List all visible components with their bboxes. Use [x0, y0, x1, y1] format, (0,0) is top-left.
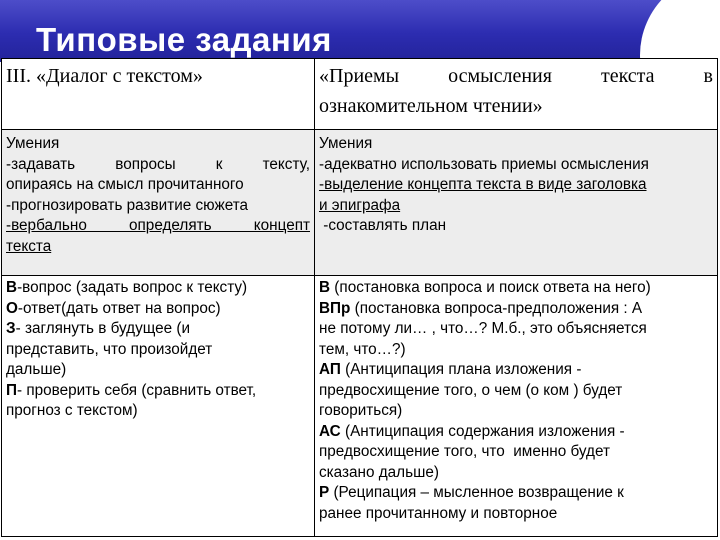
right-skills-line: -выделение концепта текста в виде заголовка	[319, 176, 647, 193]
technique-text: представить, что произойдет	[6, 340, 213, 358]
right-skills-line: -составлять план	[319, 217, 447, 234]
technique-text: (Антиципация содержания изложения -	[340, 422, 625, 440]
technique-text: -вопрос (задать вопрос к тексту)	[17, 279, 248, 296]
technique-line	[319, 422, 713, 443]
skills-row	[2, 130, 718, 276]
technique-key: Р	[319, 484, 330, 501]
technique-text: говориться)	[319, 402, 403, 419]
technique-text: дальше)	[6, 361, 67, 378]
page-title: Типовые задания	[36, 21, 332, 58]
technique-key: В	[6, 279, 18, 296]
tasks-table	[1, 58, 718, 537]
techniques-row	[2, 276, 718, 537]
technique-key: ВПр	[319, 299, 351, 317]
right-skills-line: -адекватно использовать приемы осмысления	[319, 155, 649, 173]
technique-line	[319, 360, 713, 381]
right-skills-cell	[315, 130, 718, 276]
banner-curve	[640, 0, 720, 62]
left-header: III. «Диалог с текстом»	[6, 65, 203, 87]
right-skills-line: и эпиграфа	[319, 196, 401, 214]
technique-text: (Антиципация плана изложения -	[340, 361, 582, 378]
technique-text: предвосхищение того, о чем (о ком ) будет	[319, 381, 623, 399]
technique-text: (постановка вопроса и поиск ответа на него)	[330, 279, 651, 296]
left-skills-line: опираясь на смысл прочитанного	[6, 176, 244, 193]
right-skills-heading: Умения	[319, 135, 373, 152]
technique-key: П	[6, 381, 17, 399]
technique-key: АС	[319, 422, 341, 440]
left-skills-line: -прогнозировать развитие сюжета	[6, 196, 249, 214]
technique-text: тем, что…?)	[319, 340, 406, 358]
left-skills-cell	[2, 130, 315, 276]
technique-text: прогноз с текстом)	[6, 402, 138, 419]
technique-text: (Реципация – мысленное возвращение к	[329, 484, 624, 501]
technique-text: не потому ли… , что…? М.б., это объясняется	[319, 320, 647, 337]
technique-line	[6, 278, 310, 299]
right-header-line1: «Приемы осмысления текста в	[319, 65, 713, 87]
left-skills-line: -задавать вопросы к тексту,	[6, 155, 310, 173]
technique-key: В	[319, 279, 331, 296]
technique-text: предвосхищение того, что именно будет	[319, 443, 610, 460]
left-header-cell	[2, 59, 315, 130]
technique-line	[319, 483, 713, 504]
technique-text: - проверить себя (сравнить ответ,	[17, 381, 257, 399]
left-techniques-cell	[2, 276, 315, 537]
left-skills-line: текста	[6, 237, 52, 255]
technique-text: (постановка вопроса-предположения : А	[350, 299, 643, 317]
technique-key: АП	[319, 361, 341, 378]
technique-text: -ответ(дать ответ на вопрос)	[17, 299, 221, 317]
table-header-row	[2, 59, 718, 130]
left-skills-line: -вербально определять концепт	[6, 217, 310, 234]
technique-text: ранее прочитанному и повторное	[319, 504, 558, 522]
right-header-line2: ознакомительном чтении»	[319, 95, 543, 117]
technique-line	[319, 299, 713, 320]
technique-line	[319, 278, 713, 299]
technique-line	[6, 319, 310, 340]
technique-line	[6, 381, 310, 402]
technique-text: - заглянуть в будущее (и	[15, 320, 191, 337]
technique-text: сказано дальше)	[319, 463, 439, 481]
right-header-cell	[315, 59, 718, 130]
technique-key: З	[6, 320, 16, 337]
technique-key: О	[6, 299, 18, 317]
technique-line	[6, 299, 310, 320]
left-skills-heading: Умения	[6, 135, 60, 152]
right-techniques-cell	[315, 276, 718, 537]
